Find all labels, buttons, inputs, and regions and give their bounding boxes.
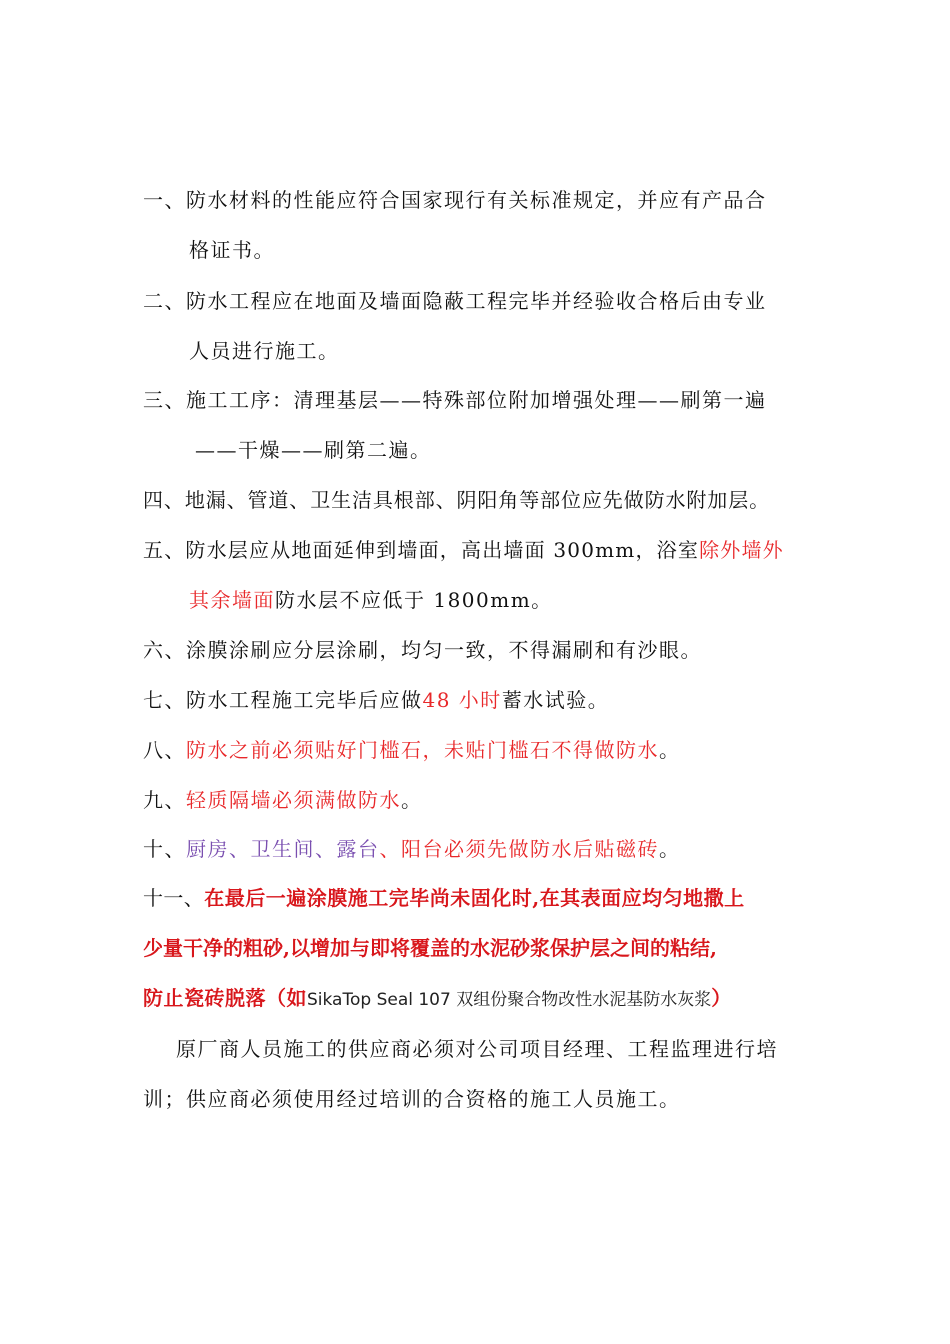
item-7-number: 七、 bbox=[143, 688, 186, 712]
item-7-text: 防水工程施工完毕后应做 bbox=[186, 688, 423, 712]
item-4-line-1 bbox=[143, 487, 770, 513]
closing-line-2: 训；供应商必须使用经过培训的合资格的施工人员施工。 bbox=[143, 1087, 681, 1111]
item-9-end: 。 bbox=[401, 788, 423, 812]
item-5-number: 五、 bbox=[143, 538, 186, 562]
item-10-highlight: 、阳台必须先做防水后贴磁砖 bbox=[379, 837, 659, 861]
item-11-product-note: SikaTop Seal 107 双组份聚合物改性水泥基防水灰浆 bbox=[307, 990, 712, 1010]
item-7-highlight: 48 小时 bbox=[422, 688, 502, 712]
item-1-line-2: 格证书。 bbox=[189, 238, 275, 262]
item-9-highlight: 轻质隔墙必须满做防水 bbox=[186, 788, 401, 812]
item-6-line-1 bbox=[143, 637, 702, 663]
item-7-text-end: 蓄水试验。 bbox=[501, 688, 610, 712]
item-5-text: 防水层应从地面延伸到墙面，高出墙面 300mm，浴室 bbox=[185, 538, 700, 562]
item-11-line-3 bbox=[143, 985, 732, 1013]
item-2-line-2: 人员进行施工。 bbox=[189, 339, 340, 363]
item-11-line-1 bbox=[143, 885, 745, 911]
item-2-number: 二、 bbox=[143, 289, 186, 313]
item-9-number: 九、 bbox=[143, 788, 186, 812]
item-10-purple-text: 厨房、卫生间、露台 bbox=[186, 837, 380, 861]
item-3-line-1 bbox=[143, 387, 767, 413]
item-1-number: 一、 bbox=[143, 188, 186, 212]
item-1-text: 防水材料的性能应符合国家现行有关标准规定，并应有产品合 bbox=[186, 188, 767, 212]
item-8-number: 八、 bbox=[143, 738, 186, 762]
item-6-number: 六、 bbox=[143, 638, 186, 662]
item-11-close-paren: ） bbox=[711, 986, 732, 1010]
item-5-line-1 bbox=[143, 537, 784, 563]
item-8-end: 。 bbox=[659, 738, 681, 762]
item-10-number: 十、 bbox=[143, 837, 186, 861]
item-1-line-1 bbox=[143, 187, 767, 213]
item-5-highlight: 除外墙外 bbox=[699, 538, 784, 562]
item-10-end: 。 bbox=[659, 837, 681, 861]
item-3-number: 三、 bbox=[143, 388, 186, 412]
item-11-number: 十一、 bbox=[143, 886, 205, 910]
item-3-line-2: ——干燥——刷第二遍。 bbox=[195, 438, 432, 462]
item-2-text: 防水工程应在地面及墙面隐蔽工程完毕并经验收合格后由专业 bbox=[186, 289, 767, 313]
item-11-line-2: 少量干净的粗砂,以增加与即将覆盖的水泥砂浆保护层之间的粘结, bbox=[143, 936, 717, 960]
item-11-text: 在最后一遍涂膜施工完毕尚未固化时,在其表面应均匀地撒上 bbox=[204, 886, 745, 910]
item-6-text: 涂膜涂刷应分层涂刷，均匀一致，不得漏刷和有沙眼。 bbox=[186, 638, 702, 662]
item-4-number: 四、 bbox=[143, 488, 185, 512]
item-9-line-1 bbox=[143, 787, 423, 813]
item-3-text: 施工工序：清理基层——特殊部位附加增强处理——刷第一遍 bbox=[186, 388, 767, 412]
item-5-text-cont: 防水层不应低于 1800mm。 bbox=[275, 588, 553, 612]
item-11-text-end: 防止瓷砖脱落（如 bbox=[143, 986, 307, 1010]
item-8-highlight: 防水之前必须贴好门槛石，未贴门槛石不得做防水 bbox=[186, 738, 659, 762]
item-5-line-2 bbox=[189, 587, 553, 613]
item-7-line-1 bbox=[143, 687, 609, 713]
item-10-line-1 bbox=[143, 836, 681, 862]
item-4-text: 地漏、管道、卫生洁具根部、阴阳角等部位应先做防水附加层。 bbox=[184, 488, 771, 512]
item-2-line-1 bbox=[143, 288, 767, 314]
item-5-highlight-cont: 其余墙面 bbox=[189, 588, 275, 612]
closing-line-1: 原厂商人员施工的供应商必须对公司项目经理、工程监理进行培 bbox=[176, 1037, 778, 1061]
item-8-line-1 bbox=[143, 737, 681, 763]
